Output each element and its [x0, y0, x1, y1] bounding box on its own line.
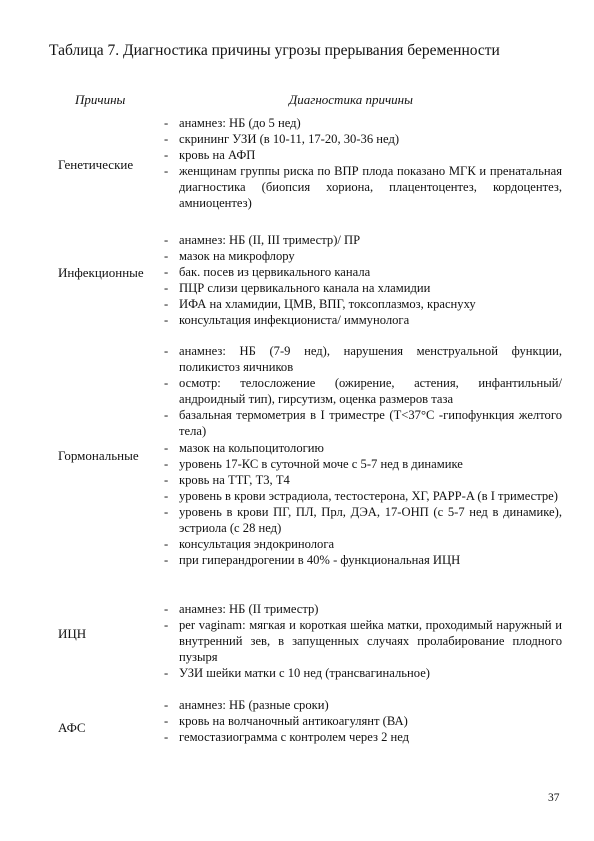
diagnosis-item: - анамнез: НБ (разные сроки): [162, 697, 562, 713]
diagnosis-list: [162, 697, 562, 745]
diagnosis-item: - анамнез: НБ (до 5 нед): [162, 115, 562, 131]
cause-label: ИЦН: [58, 626, 87, 641]
diagnosis-item: - скрининг УЗИ (в 10-11, 17-20, 30-36 нед): [162, 131, 562, 147]
diagnosis-item: - per vaginam: мягкая и короткая шейка матки, проходимый наружный и внутренний зев, в запущенных случаях пролабирование плодного пузыря: [162, 617, 562, 665]
diagnosis-item: - женщинам группы риска по ВПР плода показано МГК и пренатальная диагностика (биопсия хориона, плацентоцентез, кордоцентез, амниоцентез): [162, 163, 562, 211]
diagnosis-item: - кровь на ТТГ, Т3, Т4: [162, 472, 562, 488]
diagnosis-item: - кровь на волчаночный антикоагулянт (ВА): [162, 713, 562, 729]
cause-label: Гормональные: [58, 448, 139, 463]
diagnosis-list: [162, 343, 562, 568]
diagnosis-item: - мазок на микрофлору: [162, 248, 562, 264]
diagnosis-item: - гемостазиограмма с контролем через 2 нед: [162, 729, 562, 745]
diagnosis-list: [162, 232, 562, 329]
diagnosis-item: - уровень в крови эстрадиола, тестостерона, ХГ, PAPP-A (в I триместре): [162, 488, 562, 504]
diagnosis-item: - анамнез: НБ (II триместр): [162, 601, 562, 617]
cause-label: Генетические: [58, 157, 134, 172]
diagnosis-item: - базальная термометрия в I триместре (Т<37°С -гипофункция желтого тела): [162, 407, 562, 439]
page-number: 37: [548, 792, 560, 804]
cause-label: АФС: [58, 720, 86, 735]
diagnosis-item: - уровень 17-КС в суточной моче с 5-7 нед в динамике: [162, 456, 562, 472]
table-title: Таблица 7. Диагностика причины угрозы прерывания беременности: [49, 42, 500, 59]
diagnosis-item: - анамнез: НБ (7-9 нед), нарушения менструальной функции, поликистоз яичников: [162, 343, 562, 375]
diagnosis-item: - осмотр: телосложение (ожирение, астения, инфантильный/андроидный тип), гирсутизм, оценка размеров таза: [162, 375, 562, 407]
diagnosis-item: - при гиперандрогении в 40% - функциональная ИЦН: [162, 552, 562, 568]
cause-label: Инфекционные: [58, 265, 144, 280]
diagnosis-item: - кровь на АФП: [162, 147, 562, 163]
diagnosis-item: - УЗИ шейки матки с 10 нед (трансвагинальное): [162, 665, 562, 681]
diagnosis-item: - мазок на кольпоцитологию: [162, 440, 562, 456]
diagnosis-item: - ИФА на хламидии, ЦМВ, ВПГ, токсоплазмоз, краснуху: [162, 296, 562, 312]
column-header-diagnosis: Диагностика причины: [289, 92, 413, 107]
column-header-causes: Причины: [75, 92, 126, 107]
diagnosis-item: - анамнез: НБ (II, III триместр)/ ПР: [162, 232, 562, 248]
diagnosis-item: - консультация инфекциониста/ иммунолога: [162, 312, 562, 328]
diagnosis-list: [162, 115, 562, 212]
diagnosis-item: - уровень в крови ПГ, ПЛ, Прл, ДЭА, 17-ОНП (с 5-7 нед в динамике), эстриола (с 28 нед): [162, 504, 562, 536]
diagnosis-item: - ПЦР слизи цервикального канала на хламидии: [162, 280, 562, 296]
diagnosis-list: [162, 601, 562, 681]
diagnosis-item: - бак. посев из цервикального канала: [162, 264, 562, 280]
diagnosis-item: - консультация эндокринолога: [162, 536, 562, 552]
